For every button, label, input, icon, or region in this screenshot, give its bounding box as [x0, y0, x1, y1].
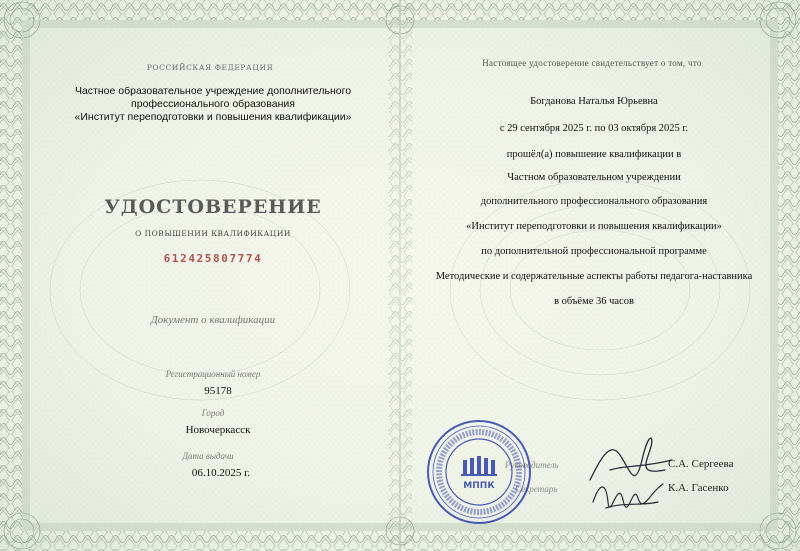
institution-line2: дополнительного профессионального образования: [480, 196, 708, 207]
institution-line1: Частном образовательном учреждении: [507, 172, 681, 183]
stamp-text: МППК: [463, 481, 495, 491]
official-stamp: [425, 418, 533, 526]
secretary-role: Секретарь: [515, 484, 558, 494]
passed-text: прошёл(а) повышение квалификации в: [506, 149, 682, 160]
holder-name: Богданова Наталья Юрьевна: [530, 96, 658, 107]
document-type: Документ о квалификации: [150, 314, 276, 326]
director-name: С.А. Сергеева: [668, 458, 734, 470]
document-subtitle: О ПОВЫШЕНИИ КВАЛИФИКАЦИИ: [135, 229, 291, 238]
director-role: Руководитель: [505, 460, 559, 470]
issuer-org-line1: Частное образовательное учреждение дополнительного: [74, 85, 352, 97]
secretary-name: К.А. Гасенко: [668, 482, 729, 494]
program-name: Методические и содержательные аспекты работы педагога-наставника: [435, 271, 753, 282]
reg-number-label: Регистрационный номер: [165, 369, 261, 379]
issuer-org-line3: «Институт переподготовки и повышения квалификации»: [74, 111, 352, 123]
training-period: с 29 сентября 2025 г. по 03 октября 2025 г.: [499, 123, 689, 134]
city-value: Новочеркасск: [185, 424, 251, 436]
country-label: РОССИЙСКАЯ ФЕДЕРАЦИЯ: [146, 63, 274, 72]
center-fold: [399, 0, 401, 551]
reg-number-value: 95178: [204, 385, 232, 397]
city-label: Город: [201, 408, 225, 418]
issue-date-label: Дата выдачи: [182, 451, 234, 461]
serial-number: 612425807774: [163, 252, 263, 265]
program-intro: по дополнительной профессиональной программе: [481, 246, 707, 257]
issuer-org-line2: профессионального образования: [131, 98, 295, 110]
secretary-signature: [588, 472, 668, 517]
institution-line3: «Институт переподготовки и повышения квалификации»: [466, 221, 722, 232]
program-hours: в объёме 36 часов: [554, 296, 634, 307]
issuer-org: [75, 85, 352, 124]
certify-header: Настоящее удостоверение свидетельствует о том, что: [482, 58, 702, 68]
issue-date-value: 06.10.2025 г.: [191, 467, 251, 479]
document-title: УДОСТОВЕРЕНИЕ: [104, 196, 322, 218]
